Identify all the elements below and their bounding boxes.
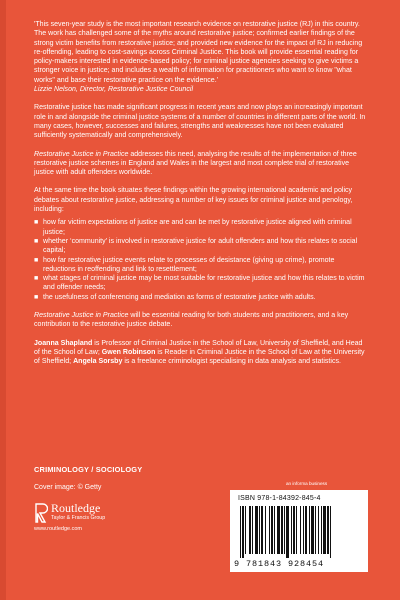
routledge-logo-icon bbox=[34, 502, 48, 524]
bullet-icon: ■ bbox=[34, 237, 39, 245]
author-name: Angela Sorsby bbox=[73, 358, 123, 366]
list-item: ■ how far victim expectations of justice are and can be met by restorative justice aligned with criminal justice; bbox=[34, 219, 352, 236]
key-issues-list bbox=[34, 218, 366, 302]
author-name: Joanna Shapland bbox=[34, 339, 93, 347]
barcode-bar bbox=[252, 506, 253, 554]
barcode-bar bbox=[327, 506, 329, 554]
barcode-bar bbox=[323, 506, 326, 554]
barcode-bar bbox=[240, 506, 241, 558]
barcode-bar bbox=[296, 506, 297, 554]
publisher-group: Taylor & Francis Group bbox=[51, 515, 106, 521]
barcode-bar bbox=[274, 506, 275, 554]
endorsement-quote bbox=[34, 20, 366, 94]
book-title-inline: Restorative Justice in Practice bbox=[34, 312, 129, 320]
publisher-url: www.routledge.com bbox=[34, 526, 82, 532]
isbn-label: ISBN 978-1-84392-845-4 bbox=[238, 495, 321, 502]
paragraph-closing-text: will be essential reading for both students and practitioners, and a key contribution to the restorative justice debate. bbox=[34, 312, 349, 329]
barcode-bar bbox=[318, 506, 319, 554]
barcode-bar bbox=[265, 506, 266, 554]
barcode-icon bbox=[238, 506, 362, 558]
list-item: ■ the usefulness of conferencing and mediation as forms of restorative justice with adults. bbox=[34, 293, 316, 301]
barcode-bar bbox=[245, 506, 246, 554]
barcode-bar bbox=[315, 506, 316, 554]
barcode-bar bbox=[261, 506, 263, 554]
paragraph-book-purpose-text: addresses this need, analysing the results of the implementation of three restorative justice schemes in England and Wales in the largest and most complete trial of restorative justice with adult offenders worldwide. bbox=[34, 150, 357, 177]
barcode-bar bbox=[277, 506, 280, 554]
list-item: ■ whether ‘community’ is involved in restorative justice for adult offenders and how this relates to social capital; bbox=[34, 237, 358, 255]
author-name: Gwen Robinson bbox=[101, 348, 156, 356]
barcode-bar bbox=[293, 506, 295, 554]
book-title-inline: Restorative Justice in Practice bbox=[34, 150, 129, 158]
subject-category: CRIMINOLOGY / SOCIOLOGY bbox=[34, 465, 143, 474]
barcode-bar bbox=[305, 506, 307, 554]
barcode-bar bbox=[330, 506, 331, 558]
barcode-bar bbox=[284, 506, 285, 554]
bullet-icon: ■ bbox=[34, 293, 39, 301]
barcode-bar bbox=[269, 506, 270, 554]
paragraph-book-purpose bbox=[34, 150, 366, 178]
barcode-bar bbox=[309, 506, 310, 554]
barcode-bar bbox=[249, 506, 251, 554]
barcode-bar bbox=[242, 506, 244, 558]
spine-edge bbox=[0, 0, 6, 600]
barcode-bar bbox=[259, 506, 260, 554]
barcode-bar bbox=[281, 506, 283, 554]
bullet-icon: ■ bbox=[34, 256, 39, 264]
paragraph-intro: Restorative justice has made significant progress in recent years and now plays an increasingly important role in and alongside the criminal justice systems of a number of countries in different parts of the world. In many cases, however, successes and failures, strengths and weaknesses have not been evaluated sufficiently systematically and comprehensively. bbox=[34, 104, 366, 140]
barcode-bar bbox=[271, 506, 273, 554]
bullet-icon: ■ bbox=[34, 275, 39, 283]
list-item: ■ how far restorative justice events relate to processes of desistance (giving up crime), promote reductions in reoffending and link to resettlement; bbox=[34, 256, 335, 273]
quote-text: 'This seven-year study is the most important research evidence on restorative justice (RJ) in this country. The work has challenged some of the myths around restorative justice; confirmed earlier findings of the strong victim benefits from restorative justice; and provided new evidence for the impact of RJ in reducing re-offending, leading to cost-savings across Criminal Justice. This book will provide essential reading for policy-makers interested in evidence-based policy; for criminal justice agencies seeking to give victims a stronger voice in justice; and includes a wealth of information for practitioners who want to know "what works" and base their restorative practice on the evidence.' bbox=[34, 21, 363, 84]
bullet-icon: ■ bbox=[34, 219, 39, 227]
isbn-digits: 9 781843 928454 bbox=[234, 559, 325, 569]
barcode-bar bbox=[255, 506, 258, 554]
isbn-barcode-panel bbox=[230, 490, 368, 572]
barcode-bar bbox=[311, 506, 314, 554]
author-bios: Joanna Shapland is Professor of Criminal Justice in the School of Law, University of Sheffield, and Head of the School of Law; Gwen Robinson is Reader in Criminal Justice in the School of Law at the University of Sheffield; Angela Sorsby is a freelance criminologist specialising in data analysis and statistics. bbox=[34, 339, 365, 366]
barcode-bar bbox=[300, 506, 301, 554]
list-item: ■ what stages of criminal justice may be most suitable for restorative justice and how this relates to victim and offender needs; bbox=[34, 275, 365, 292]
barcode-bar bbox=[291, 506, 292, 554]
quote-attribution: Lizzie Nelson, Director, Restorative Justice Council bbox=[34, 86, 194, 94]
barcode-bar bbox=[321, 506, 322, 554]
publisher-block bbox=[34, 501, 184, 541]
barcode-bar bbox=[286, 506, 289, 558]
barcode-bar bbox=[303, 506, 304, 554]
informa-tagline: an informa business bbox=[286, 481, 328, 486]
publisher-name: Routledge bbox=[51, 501, 101, 515]
paragraph-closing bbox=[34, 311, 366, 330]
cover-image-credit: Cover image: © Getty bbox=[34, 484, 102, 491]
paragraph-key-issues: At the same time the book situates these findings within the growing international academic and policy debates about restorative justice, addressing a number of key issues for criminal justice and penology, including: bbox=[34, 187, 353, 214]
